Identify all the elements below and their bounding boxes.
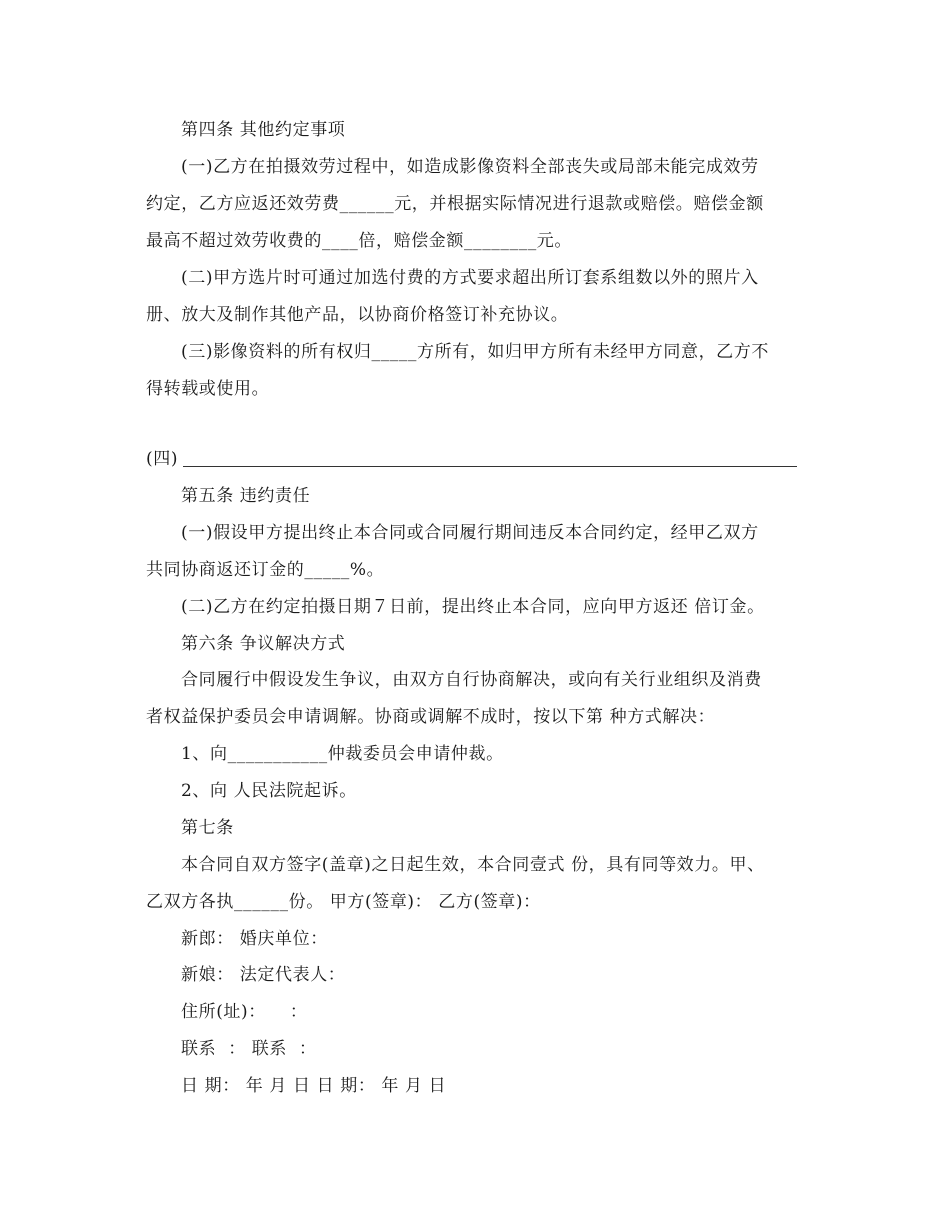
signature-field: 新郎： 婚庆单位： [181,929,328,949]
date-field: 日 期： 年 月 日 日 期： 年 月 日 [181,1076,447,1096]
paragraph-line: (二)乙方在约定拍摄日期７日前，提出终止本合同，应向甲方返还 倍订金。 [181,597,765,617]
paragraph-line: 最高不超过效劳收费的____倍，赔偿金额________元。 [146,231,572,251]
item-4-label: (四) [146,449,179,469]
list-item: 1、向___________仲裁委员会申请仲裁。 [181,744,504,764]
article-5-heading: 第五条 违约责任 [181,486,311,506]
paragraph-line: 合同履行中假设发生争议，由双方自行协商解决，或向有关行业组织及消费 [181,670,762,690]
paragraph-line: 约定，乙方应返还效劳费______元，并根据实际情况进行退款或赔偿。赔偿金额 [146,194,764,214]
paragraph-line: 共同协商返还订金的_____%。 [146,560,385,580]
paragraph-line: 本合同自双方签字(盖章)之日起生效，本合同壹式 份，具有同等效力。甲、 [181,855,765,875]
signature-field: 住所(址)： ： [181,1002,308,1022]
blank-fill-line [183,466,797,467]
paragraph-line: (一)假设甲方提出终止本合同或合同履行期间违反本合同约定，经甲乙双方 [181,523,759,543]
article-4-heading: 第四条 其他约定事项 [181,120,346,140]
article-6-heading: 第六条 争议解决方式 [181,634,346,654]
signature-field: 联系 ： 联系 ： [181,1039,317,1059]
paragraph-line: (一)乙方在拍摄效劳过程中，如造成影像资料全部丧失或局部未能完成效劳 [181,157,759,177]
paragraph-line: 乙双方各执______份。 甲方(签章)： 乙方(签章)： [146,892,541,912]
paragraph-line: (三)影像资料的所有权归_____方所有，如归甲方所有未经甲方同意，乙方不 [181,342,769,362]
paragraph-line: (二)甲方选片时可通过加选付费的方式要求超出所订套系组数以外的照片入 [181,268,759,288]
article-7-heading: 第七条 [181,818,234,838]
signature-field: 新娘： 法定代表人： [181,965,346,985]
paragraph-line: 册、放大及制作其他产品，以协商价格签订补充协议。 [146,305,569,325]
paragraph-line: 者权益保护委员会申请调解。协商或调解不成时，按以下第 种方式解决： [146,707,716,727]
paragraph-line: 得转载或使用。 [146,379,270,399]
list-item: 2、向 人民法院起诉。 [181,781,357,801]
